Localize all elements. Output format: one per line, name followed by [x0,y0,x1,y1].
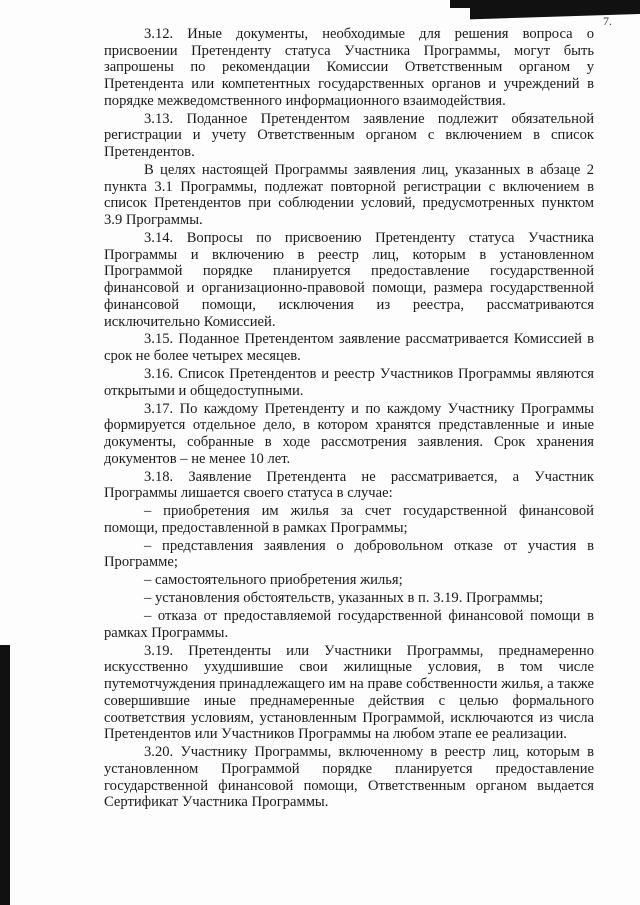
paragraph-3-15: 3.15. Поданное Претендентом заявление рассматривается Комиссией в срок не более четырех месяцев. [104,331,594,365]
paragraph-3-13: 3.13. Поданное Претендентом заявление подлежит обязательной регистрации и учету Ответственным органом с включением в список Претендентов. [104,110,594,161]
document-body [104,26,594,812]
paragraph-3-20: 3.20. Участнику Программы, включенному в реестр лиц, которым в установленном Программой порядке планируется предоставление государственной финансовой помощи, Ответственным органом выдается Сертификат Участника Программы. [104,744,594,811]
scan-edge-left [0,645,10,905]
list-item-3-18-1: – приобретения им жилья за счет государственной финансовой помощи, предоставленной в рамках Программы; [104,503,594,536]
paragraph-3-12: 3.12. Иные документы, необходимые для решения вопроса о присвоении Претенденту статуса Участника Программы, могут быть запрошены по рекомендации Комиссии Ответственным органом у Претендента или компетентных государственных органов и учреждений в порядке межведомственного информационного взаимодействия. [104,26,594,109]
list-item-3-18-4: – установления обстоятельств, указанных в п. 3.19. Программы; [144,590,544,607]
paragraph-3-13-note: В целях настоящей Программы заявления лиц, указанных в абзаце 2 пункта 3.1 Программы, подлежат повторной регистрации с включением в список Претендентов при соблюдении условий, предусмотренных пунктом 3.9 Программы. [104,162,594,229]
paragraph-3-14: 3.14. Вопросы по присвоению Претенденту статуса Участника Программы и включению в реестр лиц, которым в установленном Программой порядке планируется предоставление государственной финансовой и организационно-правовой помощи, размера государственной финансовой помощи, исключения из реестра, рассматриваются исключительно Комиссией. [104,230,594,330]
paragraph-3-18: 3.18. Заявление Претендента не рассматривается, а Участник Программы лишается своего статуса в случае: [104,468,594,502]
paragraph-3-16: 3.16. Список Претендентов и реестр Участников Программы являются открытыми и общедоступными. [104,366,594,399]
list-item-3-18-5: – отказа от предоставляемой государственной финансовой помощи в рамках Программы. [104,608,594,641]
list-item-3-18-2: – представления заявления о добровольном отказе от участия в Программе; [104,537,594,571]
paragraph-3-19: 3.19. Претенденты или Участники Программы, преднамеренно искусственно ухудшившие свои жилищные условия, в том числе путемотчуждения принадлежащего им на праве собственности жилья, а также совершившие иные преднамеренные действия с целью формального соответствия условиям, установленным Программой, исключаются из числа Претендентов или Участников Программы на любом этапе ее реализации. [104,642,594,743]
list-item-3-18-3: – самостоятельного приобретения жилья; [144,572,403,589]
paragraph-3-17: 3.17. По каждому Претенденту и по каждому Участнику Программы формируется отдельное дело, в котором хранятся представленные и иные документы, собранные в ходе рассмотрения заявления. Срок хранения документов – не менее 10 лет. [104,400,594,467]
page-number: 7. [603,14,612,28]
